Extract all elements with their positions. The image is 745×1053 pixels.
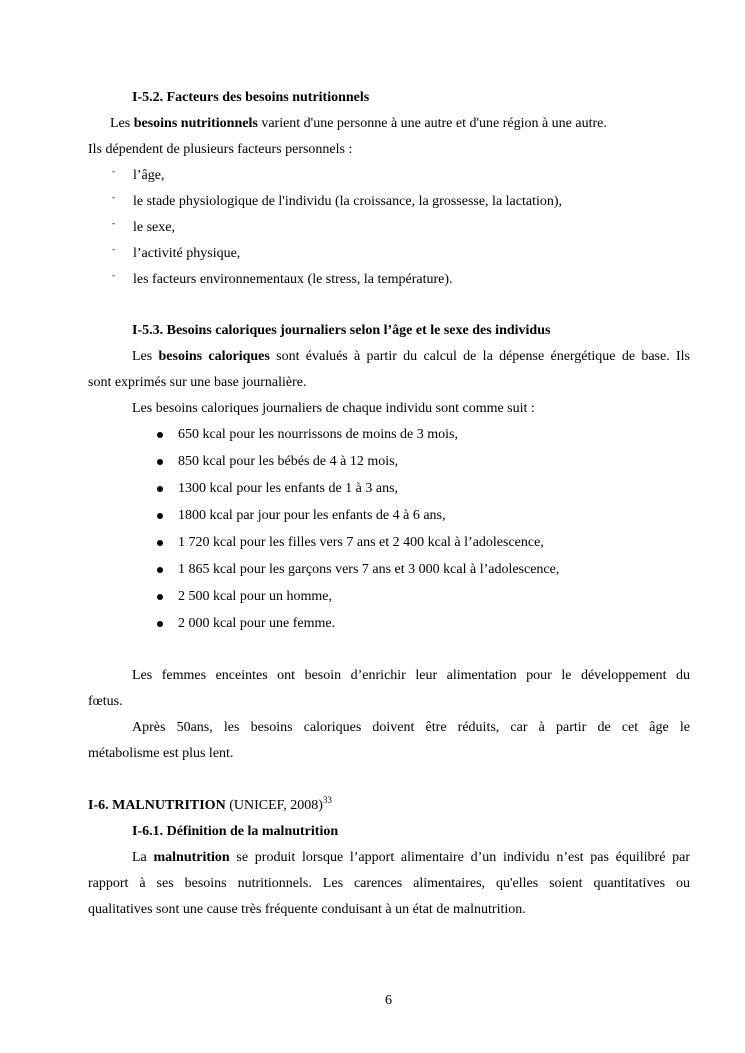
page-number: 6 (385, 993, 392, 1008)
section-161-heading: I-6.1. Définition de la malnutrition (132, 824, 339, 839)
section-152-heading: I-5.2. Facteurs des besoins nutritionnels (132, 90, 370, 105)
list-item: les facteurs environnementaux (le stress, la température). (133, 272, 453, 287)
bullet-dot (157, 513, 163, 519)
list-item: le stade physiologique de l'individu (la croissance, la grossesse, la lactation), (133, 194, 563, 209)
list-item: 850 kcal pour les bébés de 4 à 12 mois, (178, 454, 399, 469)
list-item: 1300 kcal pour les enfants de 1 à 3 ans, (178, 481, 399, 496)
list-dash: - (112, 270, 115, 280)
section-161-paragraph-1-line3: qualitatives sont une cause très fréquente conduisant à un état de malnutrition. (88, 902, 526, 917)
list-item: le sexe, (133, 220, 175, 235)
section-153-paragraph-4: Après 50ans, les besoins caloriques doivent être réduits, car à partir de cet âge le (132, 720, 690, 735)
bullet-dot (157, 540, 163, 546)
section-153-paragraph-4-line2: métabolisme est plus lent. (88, 746, 234, 761)
list-item: l’âge, (133, 168, 165, 183)
section-16-heading: I-6. MALNUTRITION (UNICEF, 2008)$^{33}$ (88, 795, 332, 813)
list-dash: - (112, 192, 115, 202)
section-153-paragraph-2: Les besoins caloriques journaliers de chaque individu sont comme suit : (132, 401, 535, 416)
section-152-intro-line2: Ils dépendent de plusieurs facteurs personnels : (88, 142, 353, 157)
section-153-heading: I-5.3. Besoins caloriques journaliers selon l’âge et le sexe des individus (132, 323, 551, 338)
list-item: 1 720 kcal pour les filles vers 7 ans et 2 400 kcal à l’adolescence, (178, 535, 544, 550)
list-item: 2 000 kcal pour une femme. (178, 616, 336, 631)
list-dash: - (112, 244, 115, 254)
list-dash: - (112, 218, 115, 228)
section-153-paragraph-3-line2: fœtus. (88, 694, 123, 709)
list-dash: - (112, 166, 115, 176)
bullet-dot (157, 432, 163, 438)
list-item: 1800 kcal par jour pour les enfants de 4 à 6 ans, (178, 508, 446, 523)
section-152-intro: Les besoins nutritionnels varient d'une personne à une autre et d'une région à une autre. (110, 116, 607, 131)
bullet-dot (157, 459, 163, 465)
section-153-paragraph-1: Les besoins caloriques sont évalués à partir du calcul de la dépense énergétique de base. Ils (132, 349, 690, 364)
section-161-paragraph-1-line2: rapport à ses besoins nutritionnels. Les carences alimentaires, qu'elles soient quantitatives ou (88, 876, 690, 891)
list-item: 650 kcal pour les nourrissons de moins de 3 mois, (178, 427, 458, 442)
footnote-reference: 33 (322, 795, 332, 805)
list-item: 1 865 kcal pour les garçons vers 7 ans et 3 000 kcal à l’adolescence, (178, 562, 560, 577)
list-item: 2 500 kcal pour un homme, (178, 589, 332, 604)
list-item: l’activité physique, (133, 246, 241, 261)
bullet-dot (157, 567, 163, 573)
bullet-dot (157, 594, 163, 600)
section-161-paragraph-1: La malnutrition se produit lorsque l’apport alimentaire d’un individu n’est pas équilibré par (132, 850, 690, 865)
section-153-paragraph-3: Les femmes enceintes ont besoin d’enrichir leur alimentation pour le développement du (132, 668, 690, 683)
bullet-dot (157, 621, 163, 627)
section-153-paragraph-1-line2: sont exprimés sur une base journalière. (88, 375, 307, 390)
bullet-dot (157, 486, 163, 492)
